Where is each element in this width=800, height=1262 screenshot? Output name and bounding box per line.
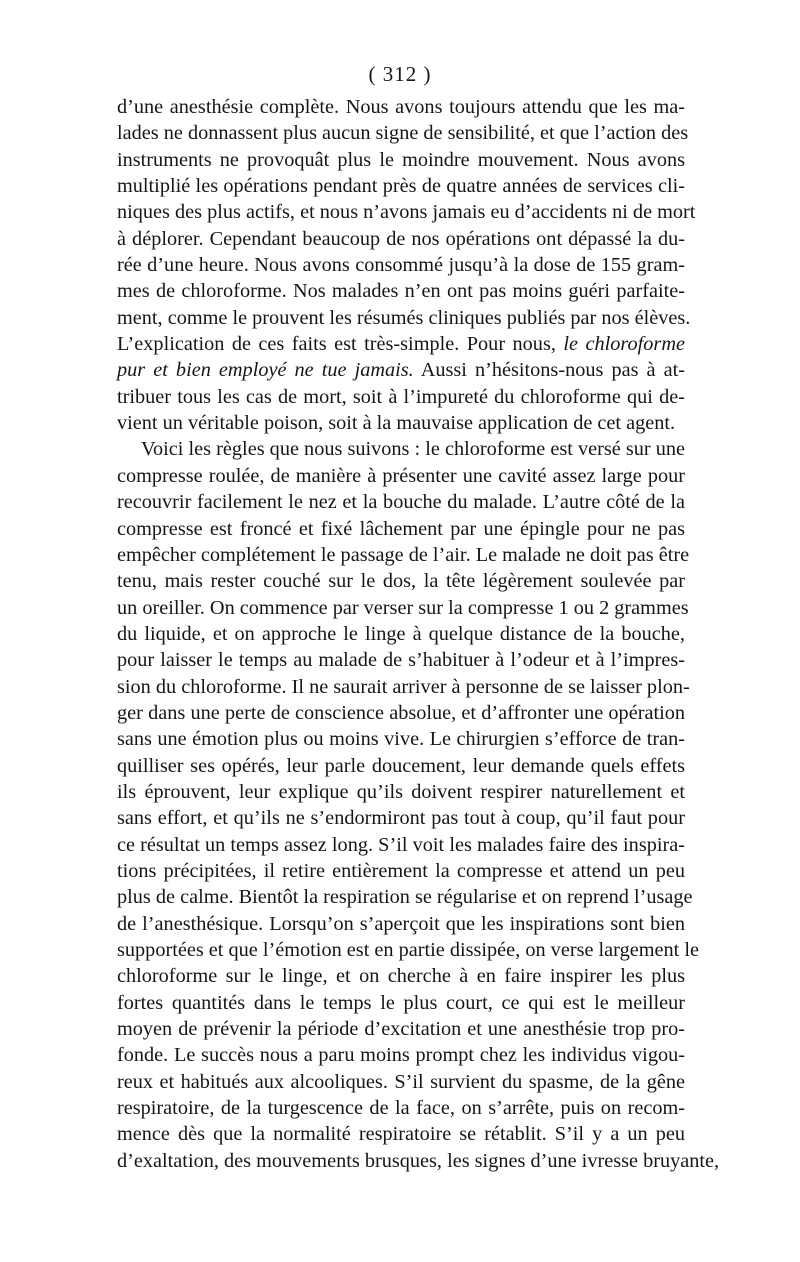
italic-phrase: pur et bien employé ne tue jamais. (117, 359, 414, 382)
text-line-with-italic (117, 357, 685, 383)
text-line: niques des plus actifs, et nous n’avons jamais eu d’accidents ni de mort (117, 201, 696, 224)
text-line: tribuer tous les cas de mort, soit à l’impureté du chloroforme qui de- (117, 385, 685, 408)
text-line: mence dès que la normalité respiratoire se rétablit. S’il y a un peu (117, 1123, 685, 1146)
text-line: ger dans une perte de conscience absolue, et d’affronter une opération (117, 701, 685, 724)
text-line: pour laisser le temps au malade de s’habituer à l’odeur et à l’impres- (117, 649, 685, 672)
text-line: ce résultat un temps assez long. S’il voit les malades faire des inspira- (117, 833, 685, 856)
text-line: chloroforme sur le linge, et on cherche à en faire inspirer les plus (117, 965, 685, 988)
text-line: vient un véritable poison, soit à la mauvaise application de cet agent. (117, 412, 676, 435)
text-line-with-italic (117, 331, 685, 357)
text-line: d’une anesthésie complète. Nous avons toujours attendu que les ma- (117, 96, 685, 118)
text-line: tions précipitées, il retire entièrement la compresse et attend un peu (117, 859, 685, 882)
text-line: de l’anesthésique. Lorsqu’on s’aperçoit que les inspirations sont bien (117, 912, 685, 935)
text-line: un oreiller. On commence par verser sur la compresse 1 ou 2 grammes (117, 596, 689, 619)
text-line: fonde. Le succès nous a paru moins prompt chez les individus vigou- (117, 1044, 685, 1067)
text-line: à déplorer. Cependant beaucoup de nos opérations ont dépassé la du- (117, 227, 685, 250)
text-line: moyen de prévenir la période d’excitation et une anesthésie trop pro- (117, 1018, 685, 1041)
paragraph-start-line: Voici les règles que nous suivons : le chloroforme est versé sur une (141, 438, 685, 461)
text-line: fortes quantités dans le temps le plus court, ce qui est le meilleur (117, 991, 685, 1014)
text-line: empêcher complétement le passage de l’air. Le malade ne doit pas être (117, 543, 690, 566)
text-line: compresse est froncé et fixé lâchement par une épingle pour ne pas (117, 517, 685, 540)
text-line: ils éprouvent, leur explique qu’ils doivent respirer naturellement et (117, 780, 685, 803)
text-line: respiratoire, de la turgescence de la face, on s’arrête, puis on recom- (117, 1097, 685, 1120)
text-line: compresse roulée, de manière à présenter une cavité assez large pour (117, 464, 685, 487)
text-line: quilliser ses opérés, leur parle doucement, leur demande quels effets (117, 754, 685, 777)
text-line: plus de calme. Bientôt la respiration se régularise et on reprend l’usage (117, 886, 693, 909)
text-line: recouvrir facilement le nez et la bouche du malade. L’autre côté de la (117, 491, 685, 514)
text-line: instruments ne provoquât plus le moindre mouvement. Nous avons (117, 148, 685, 171)
italic-phrase: le chloroforme (563, 333, 685, 356)
body-text (117, 94, 720, 1174)
text-line: tenu, mais rester couché sur le dos, la tête légèrement soulevée par (117, 570, 685, 593)
text-line: du liquide, et on approche le linge à quelque distance de la bouche, (117, 622, 685, 645)
text-line: multiplié les opérations pendant près de quatre années de services cli- (117, 175, 685, 198)
text-line: supportées et que l’émotion est en partie dissipée, on verse largement le (117, 939, 699, 961)
text-span: L’explication de ces faits est très-simple. Pour nous, (117, 333, 556, 356)
text-line: d’exaltation, des mouvements brusques, les signes d’une ivresse bruyante, (117, 1149, 720, 1172)
text-line: ment, comme le prouvent les résumés cliniques publiés par nos élèves. (117, 306, 691, 329)
text-line: sans effort, et qu’ils ne s’endormiront pas tout à coup, qu’il faut pour (117, 807, 685, 830)
page-number: ( 312 ) (368, 62, 432, 86)
text-span: Aussi n’hésitons-nous pas à at- (420, 359, 685, 382)
text-line: sans une émotion plus ou moins vive. Le chirurgien s’efforce de tran- (117, 728, 685, 751)
text-line: reux et habitués aux alcooliques. S’il survient du spasme, de la gêne (117, 1070, 685, 1093)
text-line: lades ne donnassent plus aucun signe de sensibilité, et que l’action des (117, 122, 689, 145)
text-line: mes de chloroforme. Nos malades n’en ont pas moins guéri parfaite- (117, 280, 685, 303)
text-line: rée d’une heure. Nous avons consommé jusqu’à la dose de 155 gram- (117, 254, 685, 277)
text-line: sion du chloroforme. Il ne saurait arriver à personne de se laisser plon- (117, 675, 690, 698)
